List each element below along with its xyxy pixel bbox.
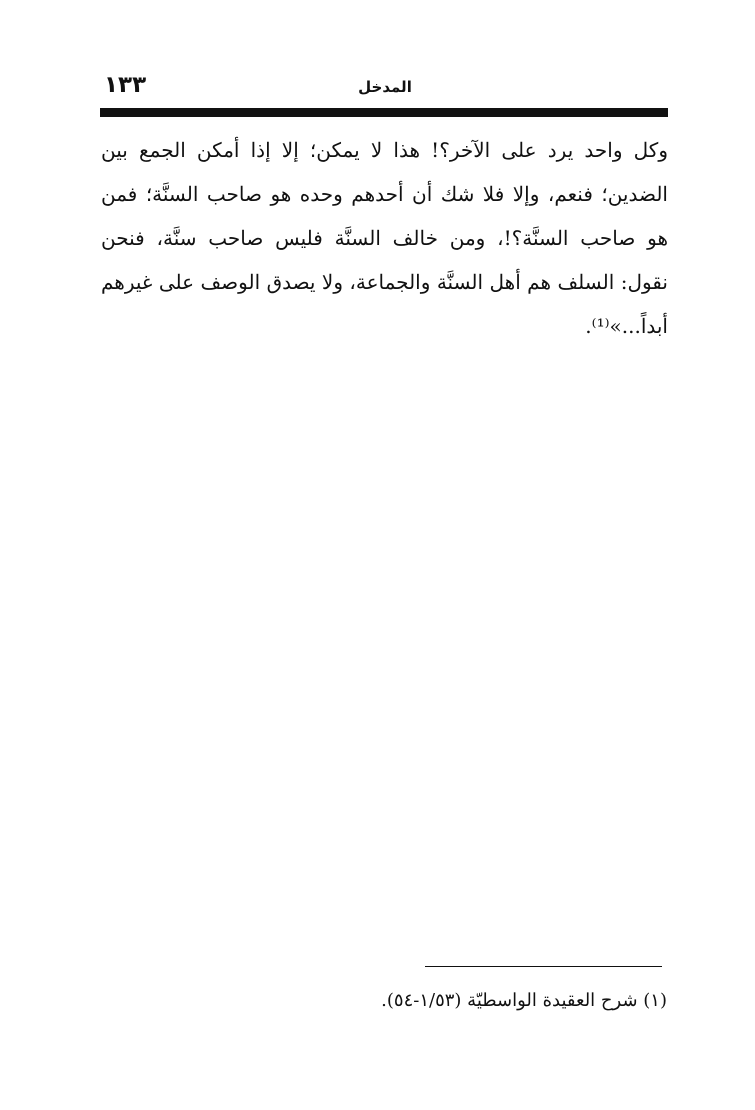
running-header — [100, 70, 670, 106]
footnote-separator — [425, 966, 662, 967]
footnote: (١) شرح العقيدة الواسطيّة (١/٥٣-٥٤). — [381, 990, 667, 1011]
header-rule — [100, 108, 668, 117]
running-title: المدخل — [358, 78, 412, 96]
page-number: ١٣٣ — [104, 72, 147, 98]
body-paragraph: وكل واحد يرد على الآخر؟! هذا لا يمكن؛ إلا إذا أمكن الجمع بين الضدين؛ فنعم، وإلا فلا شك أن أحدهم وحده هو صاحب السنَّة؛ فمن هو صاحب السنَّة؟!، ومن خالف السنَّة فليس صاحب سنَّة، فنحن نقول: السلف هم أهل السنَّة والجماعة، ولا يصدق الوصف على غيرهم أبداً...»⁽¹⁾. — [101, 138, 668, 338]
